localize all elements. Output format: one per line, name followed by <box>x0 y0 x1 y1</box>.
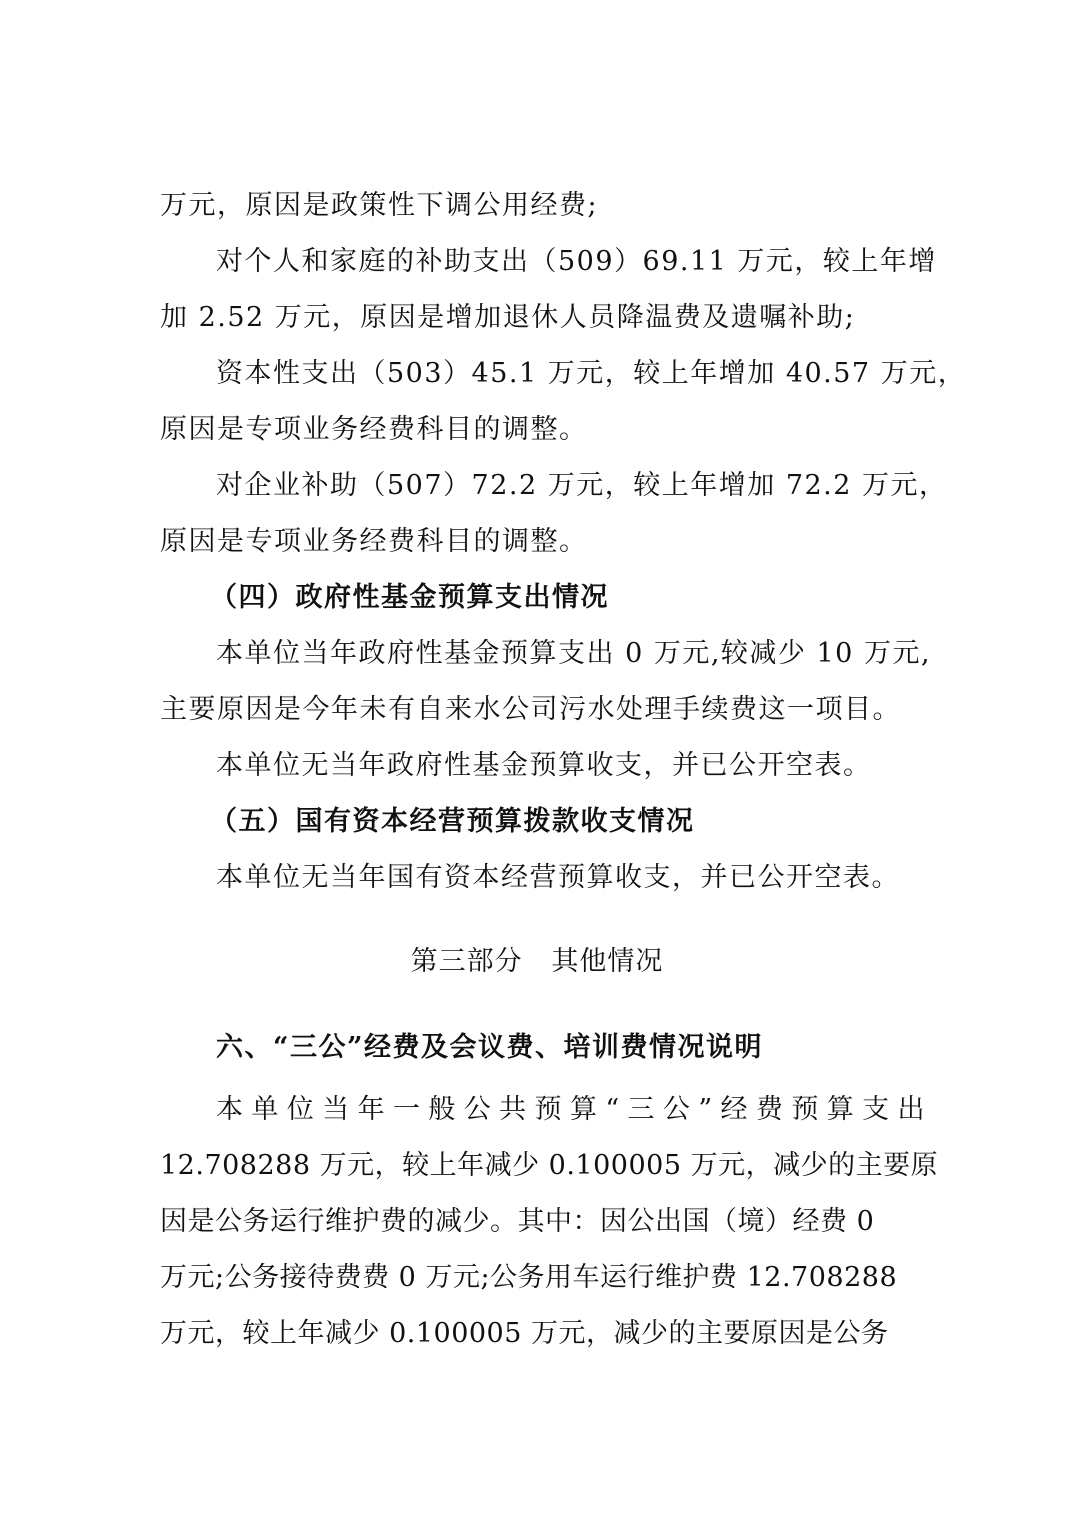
section-heading-five: （五）国有资本经营预算拨款收支情况 <box>210 806 695 837</box>
paragraph-line: 万元，较上年减少 0.100005 万元，减少的主要原因是公务 <box>160 1318 889 1349</box>
paragraph-line: 原因是专项业务经费科目的调整。 <box>160 414 588 445</box>
paragraph-line: 万元;公务接待费费 0 万元;公务用车运行维护费 12.708288 <box>160 1262 898 1293</box>
paragraph-line: 本单位无当年政府性基金预算收支，并已公开空表。 <box>216 750 872 781</box>
paragraph-line: 主要原因是今年未有自来水公司污水处理手续费这一项目。 <box>160 694 901 725</box>
section-heading-six: 六、“三公”经费及会议费、培训费情况说明 <box>216 1032 764 1063</box>
paragraph-line: 因是公务运行维护费的减少。其中：因公出国（境）经费 0 <box>160 1206 875 1237</box>
paragraph-line: 本单位无当年国有资本经营预算收支，并已公开空表。 <box>216 862 900 893</box>
paragraph-line: 本单位当年政府性基金预算支出 0 万元,较减少 10 万元, <box>216 638 932 669</box>
paragraph-line: 资本性支出（503）45.1 万元，较上年增加 40.57 万元， <box>216 358 967 389</box>
paragraph-line: 对企业补助（507）72.2 万元，较上年增加 72.2 万元， <box>216 470 948 501</box>
paragraph-line: 12.708288 万元，较上年减少 0.100005 万元，减少的主要原 <box>160 1150 939 1181</box>
paragraph-line: 本单位当年一般公共预算“三公”经费预算支出 <box>216 1094 926 1125</box>
paragraph-line: 万元，原因是政策性下调公用经费; <box>160 190 599 221</box>
part-heading: 第三部分 其他情况 <box>410 946 664 977</box>
section-heading-four: （四）政府性基金预算支出情况 <box>210 582 609 613</box>
paragraph-line: 原因是专项业务经费科目的调整。 <box>160 526 588 557</box>
paragraph-line: 对个人和家庭的补助支出（509）69.11 万元，较上年增 <box>216 246 937 277</box>
paragraph-line: 加 2.52 万元，原因是增加退休人员降温费及遗嘱补助; <box>160 302 856 333</box>
